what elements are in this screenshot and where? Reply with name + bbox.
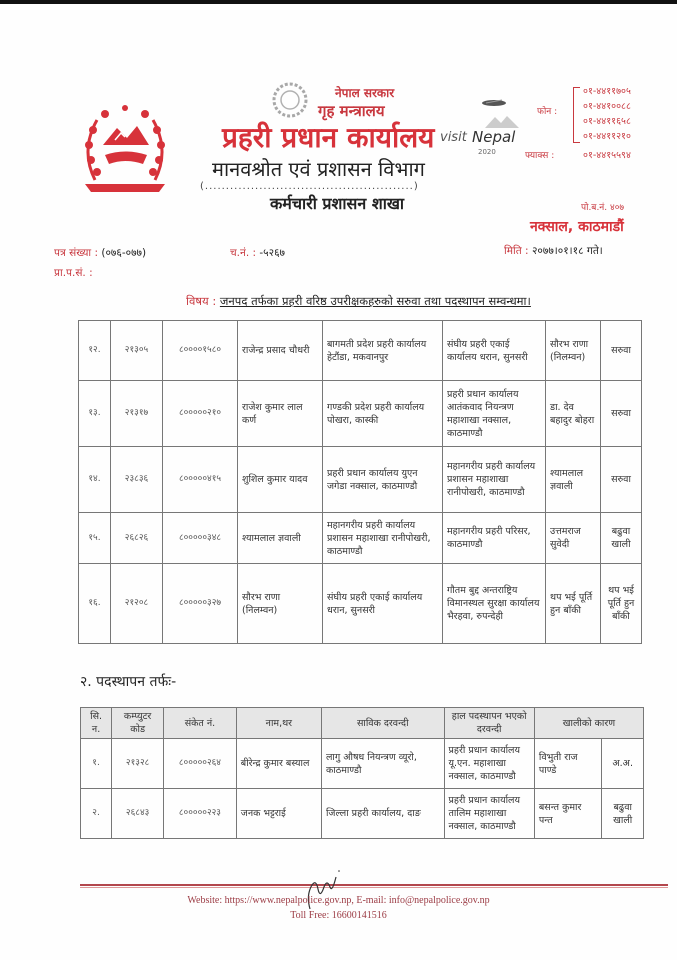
computer-code: २१३२८ [112, 739, 164, 789]
previous-post: बागमती प्रदेश प्रहरी कार्यालय हेटौंडा, मकवानपुर [323, 321, 443, 381]
subject-line [186, 294, 531, 309]
employee-name: राजेश कुमार लाल कर्ण [238, 381, 323, 447]
header-sn: सि. न. [81, 708, 112, 739]
employee-name: बीरेन्द्र कुमार बस्याल [236, 739, 321, 789]
subject-text: जनपद तर्फका प्रहरी वरिष्ठ उपरीक्षकहरुको सरुवा तथा पदस्थापन सम्वन्धमा। [219, 294, 531, 308]
section-2-heading: २. पदस्थापन तर्फः- [80, 674, 177, 690]
header-previous-post: साविक दरवन्दी [321, 708, 444, 739]
serial-number: १६. [79, 564, 111, 644]
new-post: संघीय प्रहरी एकाई कार्यालय धरान, सुनसरी [443, 321, 546, 381]
footer-toll-free: Toll Free: 16600141516 [290, 910, 387, 921]
phone-number: ०१-४४११२१० [583, 131, 631, 142]
code-number: ८०००००३४८ [163, 513, 238, 564]
employee-name: जनक भट्टराई [236, 789, 321, 839]
office-name: प्रहरी प्रधान कार्यालय [222, 121, 435, 154]
transfer-reason: सरुवा [601, 381, 642, 447]
new-post: महानगरीय प्रहरी परिसर, काठमाण्डौ [443, 513, 546, 564]
vacancy-reason: अ.अ. [602, 739, 644, 789]
letter-number [54, 246, 146, 260]
table-header-row [81, 708, 644, 739]
vacancy-reason: बढुवा खाली [602, 789, 644, 839]
government-name: नेपाल सरकार [335, 86, 395, 100]
replacing-officer: उत्तमराज सुवेदी [546, 513, 601, 564]
phone-list [583, 84, 631, 144]
header-new-post: हाल पदस्थापन भएको दरवन्दी [444, 708, 534, 739]
date-label: मिति : [504, 245, 529, 257]
replacing-officer: सौरभ राणा (निलम्वन) [546, 321, 601, 381]
previous-post: महानगरीय प्रहरी कार्यालय प्रशासन महाशाखा रानीपोखरी, काठमाण्डौ [323, 513, 443, 564]
serial-number: २. [81, 789, 112, 839]
computer-code: २१२०८ [111, 564, 163, 644]
serial-number: १. [81, 739, 112, 789]
header-code-no: संकेत नं. [164, 708, 237, 739]
employee-name: शुशिल कुमार यादव [238, 447, 323, 513]
year-text: 2020 [478, 148, 496, 156]
letter-date [504, 244, 603, 258]
fax-label: फ्याक्स : [525, 151, 555, 161]
header-name: नाम,थर [236, 708, 321, 739]
previous-post: गण्डकी प्रदेश प्रहरी कार्यालय पोखरा, कास्की [323, 381, 443, 447]
dispatch-number [230, 246, 285, 260]
date-value: २०७७।०१।१८ गते। [531, 245, 603, 257]
transfer-reason: सरुवा [601, 447, 642, 513]
code-number: ८००००१५८० [163, 321, 238, 381]
previous-post: संघीय प्रहरी एकाई कार्यालय धरान, सुनसरी [323, 564, 443, 644]
header-computer-code: कम्प्युटर कोड [112, 708, 164, 739]
new-post: प्रहरी प्रधान कार्यालय तालिम महाशाखा नक्साल, काठमाण्डौ [444, 789, 534, 839]
previous-post: जिल्ला प्रहरी कार्यालय, दाङ [321, 789, 444, 839]
new-post: प्रहरी प्रधान कार्यालय आतंकवाद नियन्त्रण महाशाखा नक्साल, काठमाण्डौ [443, 381, 546, 447]
table-row [79, 321, 642, 381]
transfer-reason: बढुवा खाली [601, 513, 642, 564]
subject-label: विषय : [186, 294, 217, 308]
employee-name: श्यामलाल ज्ञवाली [238, 513, 323, 564]
phone-number: ०१-४४११६५८ [583, 116, 631, 127]
department-name: मानवश्रोत एवं प्रशासन विभाग [212, 157, 425, 181]
posting-table [80, 707, 644, 839]
top-edge-bar [0, 0, 677, 4]
code-number: ८०००००२६४ [164, 739, 237, 789]
table-row [79, 513, 642, 564]
dispatch-number-value: -५२६७ [259, 247, 286, 259]
receipt-number [54, 266, 93, 280]
computer-code: २१३१७ [111, 381, 163, 447]
replacing-officer: थप भई पूर्ति हुन बाँकी [546, 564, 601, 644]
new-post: महानगरीय प्रहरी कार्यालय प्रशासन महाशाखा रानीपोखरी, काठमाण्डौ [443, 447, 546, 513]
table-row [79, 447, 642, 513]
visit-nepal-logo [440, 100, 520, 164]
serial-number: १५. [79, 513, 111, 564]
computer-code: २६८४३ [112, 789, 164, 839]
nepal-text: Nepal [472, 128, 516, 146]
ministry-name: गृह मन्त्रालय [318, 102, 385, 120]
contact-block [525, 84, 675, 180]
table-row [79, 564, 642, 644]
footer-divider-thin [80, 887, 668, 888]
serial-number: १३. [79, 381, 111, 447]
office-address: नक्साल, काठमाडौं [530, 219, 624, 235]
code-number: ८०००००२१० [163, 381, 238, 447]
employee-name: राजेन्द्र प्रसाद चौधरी [238, 321, 323, 381]
vacant-of: विभुती राज पाण्डे [534, 739, 602, 789]
airplane-icon [480, 96, 508, 110]
previous-post: प्रहरी प्रधान कार्यालय युएन जगेडा नक्साल, काठमाण्डौ [323, 447, 443, 513]
table-row [81, 789, 644, 839]
code-number: ८०००००२२३ [164, 789, 237, 839]
computer-code: २१३०५ [111, 321, 163, 381]
transfer-table [78, 320, 642, 644]
letter-number-value: (०७६-०७७) [101, 247, 147, 259]
code-number: ८०००००४१५ [163, 447, 238, 513]
visit-text: visit [440, 130, 467, 145]
transfer-reason: सरुवा [601, 321, 642, 381]
serial-number: १४. [79, 447, 111, 513]
replacing-officer: श्यामलाल ज्ञवाली [546, 447, 601, 513]
department-dots: (..................................................) [200, 181, 419, 192]
receipt-number-label: प्रा.प.सं. : [54, 267, 93, 279]
serial-number: १२. [79, 321, 111, 381]
computer-code: २३८३६ [111, 447, 163, 513]
phone-brace [573, 87, 580, 143]
phone-number: ०१-४४१००८८ [583, 101, 631, 112]
header-vacancy-reason: खालीको कारण [534, 708, 643, 739]
code-number: ८०००००३२७ [163, 564, 238, 644]
footer-website-email: Website: https://www.nepalpolice.gov.np, E-mail: info@nepalpolice.gov.np [187, 895, 490, 906]
employee-name: सौरभ राणा (निलम्वन) [238, 564, 323, 644]
phone-number: ०१-४४११७०५ [583, 86, 631, 97]
dispatch-number-label: च.नं. : [230, 247, 257, 259]
new-post: गौतम बुद्द अन्तराष्ट्रिय विमानस्थल सुरक्षा कार्यालय भैरहवा, रुपन्देही [443, 564, 546, 644]
computer-code: २६८२६ [111, 513, 163, 564]
table-row [81, 739, 644, 789]
transfer-reason: थप भई पूर्ति हुन बाँकी [601, 564, 642, 644]
replacing-officer: डा. देव बहादुर बोहरा [546, 381, 601, 447]
table-row [79, 381, 642, 447]
mountain-icon [485, 114, 519, 128]
footer-divider [80, 884, 668, 886]
vacant-of: बसन्त कुमार पन्त [534, 789, 602, 839]
fax-number: ०१-४४१५५९४ [583, 150, 631, 161]
letter-number-label: पत्र संख्या : [54, 247, 99, 259]
new-post: प्रहरी प्रधान कार्यालय यू.एन. महाशाखा नक्साल, काठमाण्डौ [444, 739, 534, 789]
nepal-emblem-logo [75, 100, 175, 196]
po-box: पो.ब.नं. ४०७ [581, 203, 625, 213]
phone-label: फोन : [537, 107, 558, 117]
branch-name: कर्मचारी प्रशासन शाखा [270, 194, 405, 213]
previous-post: लागु औषध नियन्त्रण व्यूरो, काठमाण्डौ [321, 739, 444, 789]
